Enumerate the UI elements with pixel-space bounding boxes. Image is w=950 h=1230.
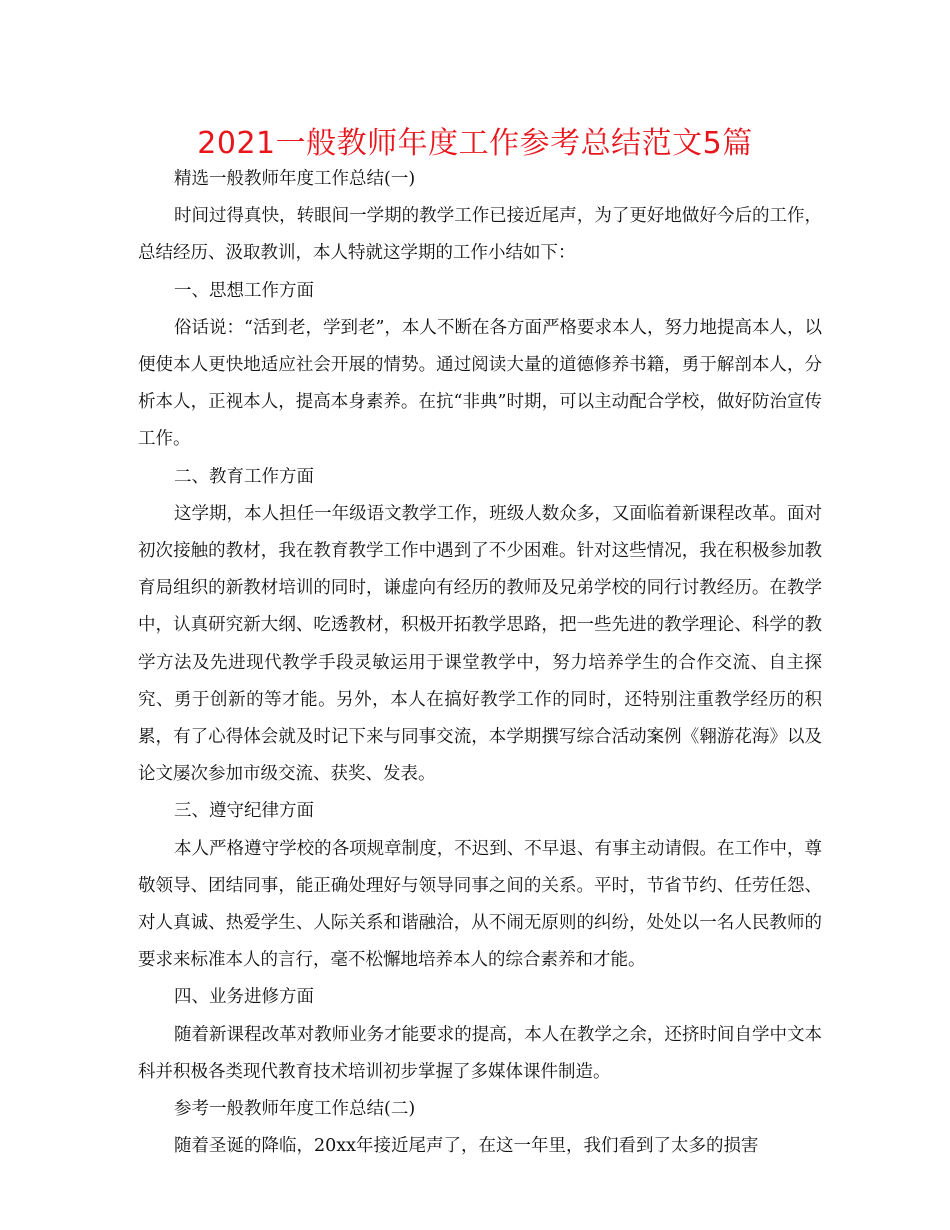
paragraph: 随着新课程改革对教师业务才能要求的提高，本人在教学之余，还挤时间自学中文本科并积极各类现代教育技术培训初步掌握了多媒体课件制造。 <box>138 1024 822 1082</box>
paragraph: 这学期，本人担任一年级语文教学工作，班级人数众多，又面临着新课程改革。面对初次接触的教材，我在教育教学工作中遇到了不少困难。针对这些情况，我在积极参加教育局组织的新教材培训的同时，谦虚向有经历的教师及兄弟学校的同行讨教经历。在教学中，认真研究新大纲、吃透教材，积极开拓教学思路，把一些先进的教学理论、科学的教学方法及先进现代教学手段灵敏运用于课堂教学中，努力培养学生的合作交流、自主探究、勇于创新的等才能。另外，本人在搞好教学工作的同时，还特别注重教学经历的积累，有了心得体会就及时记下来与同事交流，本学期撰写综合活动案例《翱游花海》以及论文屡次参加市级交流、获奖、发表。 <box>138 503 822 785</box>
subsection-heading: 二、教育工作方面 <box>174 466 314 487</box>
paragraph: 随着圣诞的降临，20xx年接近尾声了，在这一年里，我们看到了太多的损害 <box>174 1136 759 1157</box>
paragraph: 俗话说：“活到老，学到老”，本人不断在各方面严格要求本人，努力地提高本人，以便使本人更快地适应社会开展的情势。通过阅读大量的道德修养书籍，勇于解剖本人，分析本人，正视本人，提高本身素养。在抗“非典”时期，可以主动配合学校，做好防治宣传工作。 <box>138 317 822 450</box>
subsection-heading: 三、遵守纪律方面 <box>174 801 314 822</box>
subsection-heading: 一、思想工作方面 <box>174 280 314 301</box>
section-heading: 参考一般教师年度工作总结(二) <box>174 1099 416 1120</box>
subsection-heading: 四、业务进修方面 <box>174 987 314 1008</box>
document-body <box>138 161 822 1165</box>
document-title: 2021一般教师年度工作参考总结范文5篇 <box>197 126 753 161</box>
section-heading: 精选一般教师年度工作总结(一) <box>174 169 416 189</box>
paragraph: 本人严格遵守学校的各项规章制度，不迟到、不早退、有事主动请假。在工作中，尊敬领导、团结同事，能正确处理好与领导同事之间的关系。平时，节省节约、任劳任怨、对人真诚、热爱学生、人际关系和谐融洽，从不闹无原则的纠纷，处处以一名人民教师的要求来标准本人的言行，毫不松懈地培养本人的综合素养和才能。 <box>138 838 822 971</box>
paragraph: 时间过得真快，转眼间一学期的教学工作已接近尾声，为了更好地做好今后的工作，总结经历、汲取教训，本人特就这学期的工作小结如下： <box>138 206 822 264</box>
